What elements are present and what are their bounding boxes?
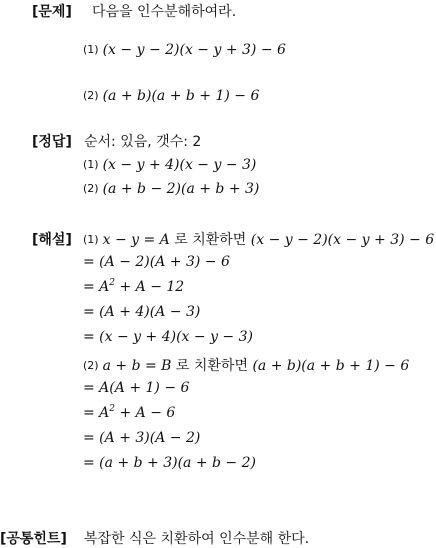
problem-label: [문제] — [32, 4, 72, 20]
expression: (x − y + 4)(x − y − 3) — [102, 157, 257, 173]
item-number: (1) — [83, 233, 99, 246]
expr-part: = A — [83, 405, 110, 421]
solution-2-step-1: = A(A + 1) − 6 — [83, 380, 190, 396]
substitution-text: 로 치환하면 — [169, 232, 251, 248]
solution-1-step-1: = (A − 2)(A + 3) − 6 — [83, 254, 230, 270]
solution-2-heading — [83, 355, 409, 375]
expr-part: + A − 12 — [115, 279, 185, 295]
item-number: (1) — [83, 43, 99, 56]
solution-label: [해설] — [32, 232, 72, 248]
item-number: (2) — [83, 89, 99, 102]
solution-2-step-2 — [83, 405, 175, 421]
expression: (x − y − 2)(x − y + 3) − 6 — [102, 42, 286, 58]
substitution-text: 로 치환하면 — [171, 358, 253, 374]
expression: (a + b)(a + b + 1) − 6 — [252, 358, 410, 374]
item-number: (1) — [83, 158, 99, 171]
exponent: 2 — [109, 278, 116, 288]
expression: (x − y − 2)(x − y + 3) − 6 — [250, 232, 435, 248]
solution-1-step-2 — [83, 279, 184, 295]
item-number: (2) — [83, 359, 99, 372]
hint-text: 복잡한 식은 치환하여 인수분해 한다. — [84, 531, 310, 547]
solution-2-step-3: = (A + 3)(A − 2) — [83, 430, 201, 446]
expr-part: = A — [83, 279, 110, 295]
item-number: (2) — [83, 182, 99, 195]
expr-part: + A − 6 — [115, 405, 176, 421]
solution-1-step-3: = (A + 4)(A − 3) — [83, 304, 201, 320]
problem-item-1 — [83, 42, 286, 58]
substitution: a + b = B — [102, 358, 172, 374]
exponent: 2 — [109, 404, 116, 414]
answer-meta: 순서: 있음, 갯수: 2 — [84, 134, 202, 150]
answer-label: [정답] — [32, 134, 72, 150]
answer-item-2 — [83, 181, 259, 197]
solution-1-heading — [83, 229, 434, 249]
hint-label: [공통힌트] — [0, 531, 67, 547]
answer-item-1 — [83, 157, 256, 173]
substitution: x − y = A — [102, 232, 170, 248]
expression: (a + b)(a + b + 1) − 6 — [102, 88, 260, 104]
problem-item-2 — [83, 88, 259, 104]
solution-1-step-4: = (x − y + 4)(x − y − 3) — [83, 329, 253, 345]
solution-2-step-4: = (a + b + 3)(a + b − 2) — [83, 455, 256, 471]
problem-instruction: 다음을 인수분해하여라. — [92, 4, 237, 20]
expression: (a + b − 2)(a + b + 3) — [102, 181, 260, 197]
